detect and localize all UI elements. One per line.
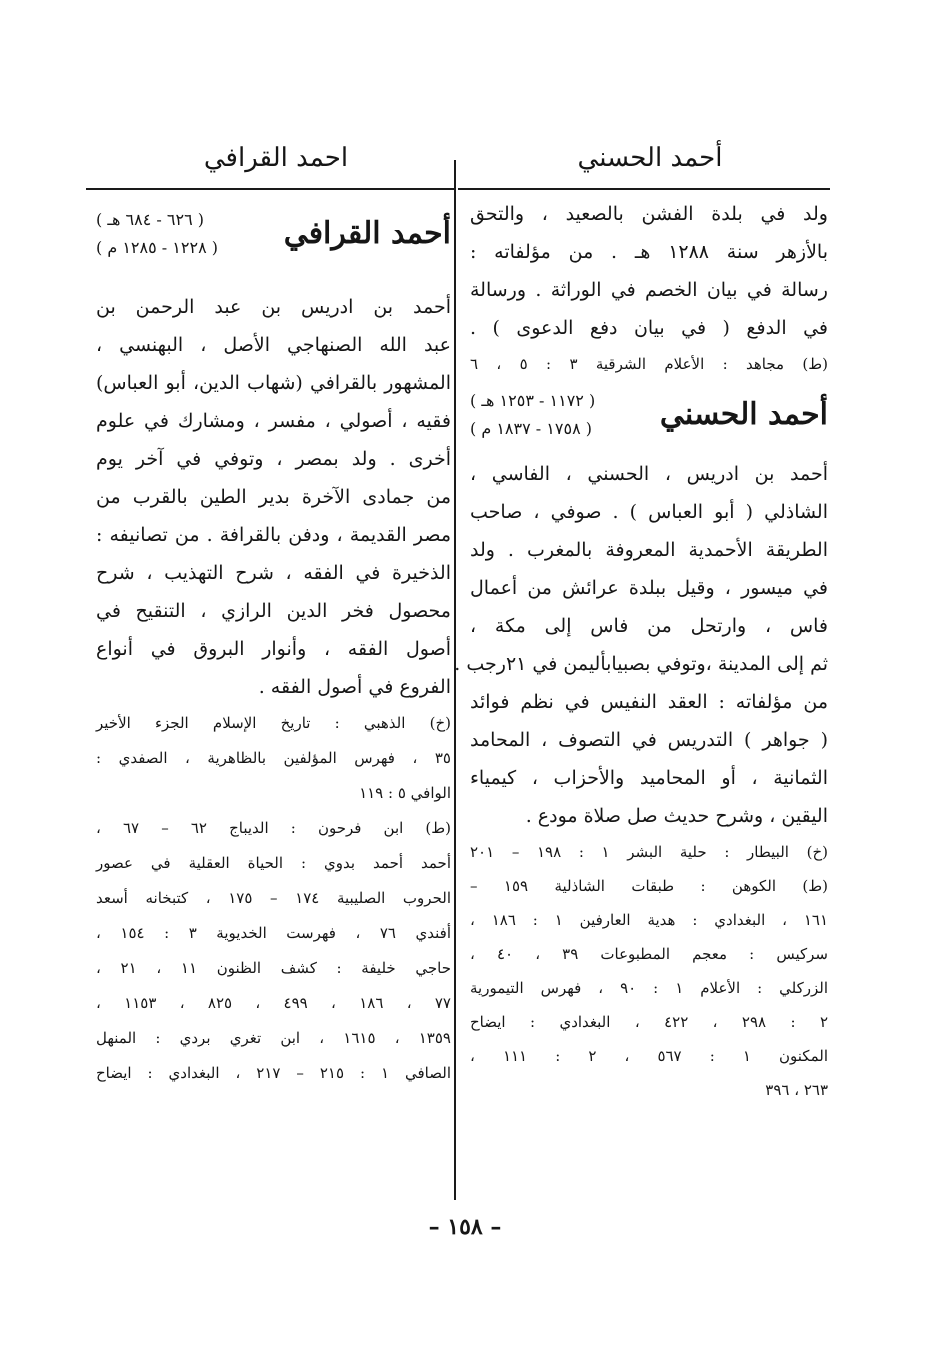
text-line: في الدفع ( في بيان دفع الدعوى ) .: [470, 317, 828, 339]
reference-line: ١٣٥٩ ، ١٦١٥ ، ابن تغري بردي : المنهل: [96, 1029, 451, 1047]
text-line: ولد في بلدة الفشن بالصعيد ، والتحق: [470, 203, 828, 225]
reference-line: ٣٥ ، فهرس المؤلفين بالظاهرية ، الصفدي :: [96, 749, 451, 767]
entry-body: [454, 455, 828, 835]
text-line: ثم إلى المدينة ،وتوفي بصبيابأليمن في ٢١رجب .: [454, 653, 828, 675]
reference-line: (خ) الذهبي : تاريخ الإسلام الجزء الأخير: [96, 714, 451, 732]
continued-entry-text: [470, 195, 828, 347]
entry-dates: [470, 387, 670, 443]
reference-line: ٢ : ٢٩٨ ، ٤٢٢ ، البغدادي : ايضاح: [470, 1013, 828, 1031]
text-line: بالأزهر سنة ١٢٨٨ هـ . من مؤلفاته :: [470, 241, 828, 263]
dates-gregorian: ( ١٢٢٨ - ١٢٨٥ م ): [96, 238, 218, 257]
text-line: في ميسور ، وقيل ببلدة عرائش من أعمال: [470, 577, 828, 599]
left-column: [96, 200, 451, 1091]
reference-line: أحمد أحمد بدوي : الحياة العقلية في عصور: [96, 854, 451, 872]
text-line: رسالة في بيان الخصم في الوراثة . ورسالة: [470, 279, 828, 301]
text-line: من جمادى الآخرة بدير الطين بالقرب من: [96, 486, 451, 508]
entry-references: [96, 706, 451, 1091]
text-line: من مؤلفاته : العقد النفيس في نظم فوائد: [470, 691, 828, 713]
text-line: أحمد بن ادريس ، الحسني ، الفاسي ،: [470, 463, 828, 485]
page-number: – ١٥٨ –: [428, 1214, 502, 1240]
entry-dates: [96, 206, 296, 262]
reference-line: الحروب الصليبية ١٧٤ – ١٧٥ ، كتبخانه أسعد: [96, 889, 451, 907]
reference-line: الزركلي : الأعلام ١ : ٩٠ ، فهرس التيمورية: [470, 979, 828, 997]
entry-heading: [470, 381, 828, 455]
right-column-header: أحمد الحسني: [577, 143, 723, 173]
header-rule-left: [86, 188, 454, 190]
text-line: اليقين ، وشرح حديث صل صلاة مودع .: [525, 805, 828, 827]
text-line: محصول فخر الدين الرازي ، التنقيح في: [96, 600, 451, 622]
reference-line: (ط) مجاهد : الأعلام الشرقية ٣ : ٥ ، ٦: [470, 355, 828, 373]
text-line: الفروع في أصول الفقه .: [258, 676, 451, 698]
header-rule-right: [458, 188, 830, 190]
text-line: الذخيرة في الفقه ، شرح التهذيب ، شرح: [96, 562, 451, 584]
reference-line: أفندي ٧٦ ، فهرست الخديوية ٣ : ١٥٤ ،: [96, 924, 452, 942]
reference-line: ٢٦٣ ، ٣٩٦: [765, 1081, 828, 1099]
reference-line: (ط) الكوهن : طبقات الشاذلية ١٥٩ –: [470, 877, 828, 895]
reference-line: ١٦١ ، البغدادي : هدية العارفين ١ : ١٨٦ ،: [470, 911, 829, 929]
reference-line: المكنون ١ : ٥٦٧ ، ٢ : ١١١ ،: [470, 1047, 828, 1065]
text-line: الثمانية ، أو المحاميد والأحزاب ، كيمياء: [470, 767, 828, 789]
dates-hijri: ( ١١٧٢ - ١٢٥٣ هـ ): [470, 391, 596, 410]
dates-gregorian: ( ١٧٥٨ - ١٨٣٧ م ): [470, 419, 592, 438]
text-line: ( جواهر ) التدريس في التصوف ، المحامد: [470, 729, 828, 751]
text-line: فقيه ، أصولي ، مفسر ، ومشارك في علوم: [96, 410, 451, 432]
reference-line: ٧٧ ، ١٨٦ ، ٤٩٩ ، ٨٢٥ ، ١١٥٣ ،: [96, 994, 451, 1012]
dates-hijri: ( ٦٢٦ - ٦٨٤ هـ ): [96, 210, 205, 229]
reference-line: الوافي ٥ : ١١٩: [359, 784, 451, 802]
right-column: [454, 195, 829, 1107]
text-line: الطريقة الأحمدية المعروفة بالمغرب . ولد: [470, 539, 828, 561]
text-line: أخرى . ولد بمصر ، وتوفي في آخر يوم: [96, 448, 451, 470]
reference-line: سركيس : معجم المطبوعات ٣٩ ، ٤٠ ،: [470, 945, 828, 963]
left-column-header: احمد القرافي: [203, 143, 349, 173]
reference-line: (خ) البيطار : حلية البشر ١ : ١٩٨ – ٢٠١: [470, 843, 828, 861]
text-line: الشاذلي ( أبو العباس ) . صوفي ، صاحب: [470, 501, 828, 523]
text-line: مصر القديمة ، ودفن بالقرافة . من تصانيفه :: [96, 524, 451, 546]
reference-line: الصافي ١ : ٢١٥ – ٢١٧ ، البغدادي : ايضاح: [96, 1064, 451, 1082]
text-line: عبد الله الصنهاجي الأصل ، البهنسي ،: [96, 334, 451, 356]
entry-body: [96, 288, 451, 706]
entry-heading: [96, 200, 451, 274]
text-line: أصول الفقه ، وأنوار البروق في أنواع: [96, 638, 451, 660]
text-line: فاس ، وارتحل من فاس إلى مكة ،: [470, 615, 828, 637]
reference-line: حاجي خليفة : كشف الظنون ١١ ، ٢١ ،: [96, 959, 451, 977]
entry-name: أحمد القرافي: [283, 216, 451, 251]
entry-name: أحمد الحسني: [659, 397, 828, 432]
entry-references: [470, 835, 828, 1107]
reference-line: (ط) ابن فرحون : الديباج ٦٢ – ٦٧ ،: [96, 819, 452, 837]
continued-entry-references: [470, 347, 828, 381]
text-line: أحمد بن ادريس بن عبد الرحمن بن: [96, 296, 451, 318]
text-line: المشهور بالقرافي (شهاب الدين، أبو العباس): [96, 372, 451, 394]
